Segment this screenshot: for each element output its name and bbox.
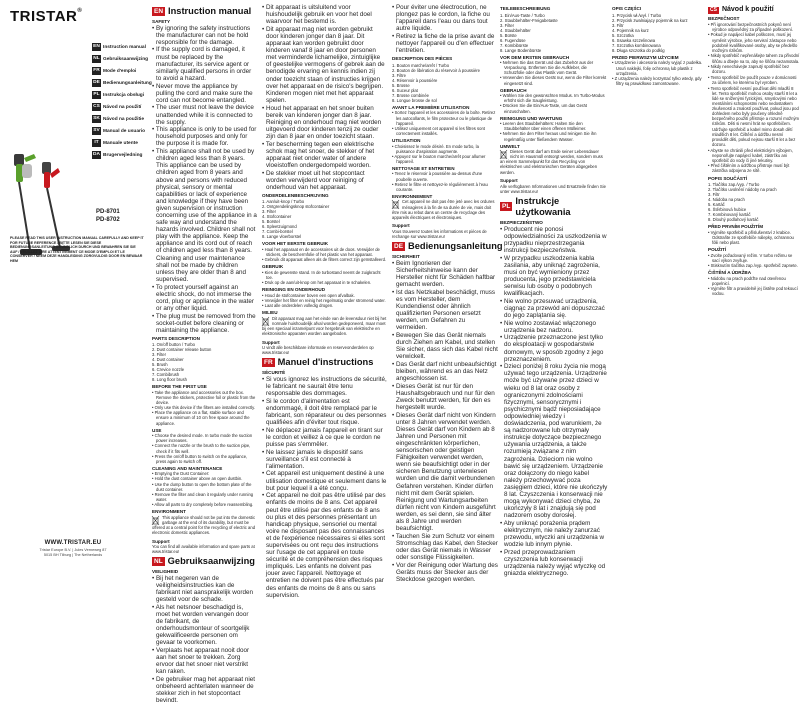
safety-list-pl: • Producent nie ponosi odpowiedzialności za uszkodzenia w przypadku nieprzestrzegania instrukcji bezpieczeństwa. • W przypadku uszkodzenia kabla zasilania, aby uniknąć zagrożenia, musi on być wymieniony przez producenta, jego przedstawiciela serwisu lub osoby o podobnych kwalifikacjach. • Nie wolno przesuwać urządzenia, ciągnąc za przewód ani dopuszczać do jego zaplątania się. • Nie wolno zostawiać włączonego urządzenia bez nadzoru. • Urządzenie przeznaczone jest tylko do eksploatacji w gospodarstwie domowym, w sposób zgodny z jego przeznaczeniem. • Dzieci poniżej 8 roku życia nie mogą używać tego urządzenia. Urządzenie może być używane przez dzieci w wieku od 8 lat oraz osoby z ograniczonymi zdolnościami fizycznymi, sensorycznymi i psychicznymi bądź nieposiadające odpowiedniej wiedzy i doświadczenia, pod warunkiem, że są nadzorowane lub otrzymały instrukcje dotyczące bezpiecznego używania urządzenia, a także rozumieją związane z nim zagrożenia. Dzieciom nie wolno bawić się urządzeniem. Urządzenie oraz dołączony do niego kabel należy przechowywać poza zasięgiem dzieci, które nie ukończyły 8 lat. Czyszczenia i konserwacji nie mogą wykonywać dzieci chyba, że ukończyły 8 lat i znajdują się pod nadzorem osoby dorosłej. • Aby uniknąć porażenia prądem elektrycznym, nie należy zanurzać przewodu, wtyczki ani urządzenia w wodzie lub innym płynie. • Przed przeprowadzaniem czyszczenia lub konserwacji urządzenia należy wyjąć wtyczkę od gniazda elektrycznego. bbox=[500, 226, 608, 578]
cover-panel bbox=[0, 0, 152, 575]
manual-caption: PLEASE READ THIS USER INSTRUCTION MANUAL CAREFULLY AND KEEP IT FOR FUTURE REFERENCE / BITTE LESEN SIE DIESE BEDIENUNGSANLEITUNG GRÜNDLICH DURCH UND BEWAHREN SIE SIE AUF / VEUILLEZ LIRE ATTENTIVEMENT CE MODE D'EMPLOI ET LE CONSERVER / NEEM DEZE HANDLEIDING ZORGVULDIG DOOR EN BEWAAR HEM bbox=[10, 236, 144, 263]
column-en: EN Instruction manual SAFETY • By ignoring the safety instructions the manufacturer can not be hold responsible for the damage. • If the supply cord is damaged, it must be replaced by the manufacturer, its service agent or similarly qualified persons in order to avoid a hazard. • Never move the appliance by pulling the cord and make sure the cord can not become entangled. • The user must not leave the device unattended while it is connected to the supply. • This appliance is only to be used for household purposes and only for the purpose it is made for. • This appliance shall not be used by children aged less than 8 years. This appliance can be used by children aged from 8 years and above and persons with reduced physical, sensory or mental capabilities or lack of experience and knowledge if they have been given supervision or instruction concerning use of the appliance in a safe way and understand the hazards involved. Children shall not play with the appliance. Keep the appliance and its cord out of reach of children aged less than 8 years. Cleaning and user maintenance shall not be made by children unless they are older than 8 and supervised. • To protect yourself against an electric shock, do not immerse the cord, plug or appliance in the water or any other liquid. • The plug must be removed from the socket-outlet before cleaning or maintaining the appliance. PARTS DESCRIPTION 1. On/off button / Turbo 2. Dust container release button 3. Filter 4. Dust container 5. Brush 6. Crevice nozzle 7. Combibrush 8. Long floor brush BEFORE THE FIRST USE • Take the appliance and accessories out the box. Remove the stickers, protective foil or plastic from the device. • Only use this device if the filters are installed correctly. • Place the appliance on a flat, stable surface and ensure a minimum of 10 cm free space around the appliance. USE • Choose the desired mode. In turbo mode the suction power increases. • Connect the nozzle or the brush to the suction pipe, check if it fits well. • Press the on/off button to switch on the appliance, press again to switch off. CLEANING AND MAINTENANCE • Emptying the Dust Container: • Hold the dust container above an open dustbin. • Use the dump button to open the bottom plate of the dust container. • Remove the filter and clean it regularly under running water. • Allow all parts to dry completely before reassembling. ENVIRONMENT This appliance should not be put into the domestic garbage at the end of its durability, but must be offered at a central point for the recycling of electric and electronic domestic appliances. Support You can find all available information and spare parts at www.tristar.eu! NL Gebruiksaanwijzing VEILIGHEID • Bij het negeren van de veiligheidsinstructies kan de fabrikant niet aansprakelijk worden gesteld voor de schade. • Als het netsnoer beschadigd is, moet het worden vervangen door de fabrikant, de onderhoudsmonteur of soortgelijk gekwalificeerde personen om gevaar te voorkomen. • Verplaats het apparaat nooit door aan het snoer te trekken. Zorg ervoor dat het snoer niet verstrikt kan raken. • De gebruiker mag het apparaat niet onbeheerd achterlaten wanneer de stekker zich in het stopcontact bevindt. bbox=[152, 4, 257, 572]
language-entry[interactable]: EN Instruction manual bbox=[93, 44, 146, 50]
column-nl-fr: • Dit apparaat is uitsluitend voor huishoudelijk gebruik en voor het doel waarvoor het bestemd is. • Dit apparaat mag niet worden gebruikt door kinderen jonger dan 8 jaar. Dit apparaat kan worden gebruikt door kinderen vanaf 8 jaar en door personen met verminderde lichamelijke, zintuiglijke of geestelijke vermogens of gebrek aan de benodigde ervaring en kennis indien zij onder toezicht staan of instructies krijgen over het apparaat en de risico's begrijpen. Kinderen mogen niet met het apparaat spelen. • Houd het apparaat en het snoer buiten bereik van kinderen jonger dan 8 jaar. Reiniging en onderhoud mag niet worden uitgevoerd door kinderen tenzij ze ouder zijn dan 8 jaar en onder toezicht staan. • Ter bescherming tegen een elektrische schok mag het snoer, de stekker of het apparaat niet onder water of andere vloeistoffen ondergedompeld worden. • De stekker moet uit het stopcontact worden verwijderd voor reiniging of onderhoud van het apparaat. ONDERDELENBESCHRIJVING 1. Aan/uit-knop / Turbo 2. Ontgrendelingsknop stofcontainer 3. Filter 4. Stofcontainer 5. Borstel 6. Spleetzuigmond 7. Combi-borstel 8. Lange vloerborstel VOOR HET EERSTE GEBRUIK • Haal het apparaat en de accessoires uit de doos. Verwijder de stickers, de beschermfolie of het plastic van het apparaat. • Gebruik dit apparaat alleen als de filters correct zijn geïnstalleerd. GEBRUIK • Kies de gewenste stand. In de turbostand neemt de zuigkracht toe. • Druk op de aan/uit-knop om het apparaat in te schakelen. REINIGING EN ONDERHOUD • Houd de stofcontainer boven een open afvalbak. • Verwijder het filter en reinig het regelmatig onder stromend water. • Laat alle onderdelen volledig drogen. MILIEU Dit apparaat mag aan het einde van de levensduur niet bij het normale huishoudelijk afval worden gedeponeerd, maar moet bij een speciaal inzamelpunt voor hergebruik van elektrische en elektronische apparaten worden aangeboden. Support U vindt alle beschikbare informatie en reserveonderdelen op www.tristar.eu! FR Manuel d'instructions SÉCURITÉ • Si vous ignorez les instructions de sécurité, le fabricant ne saurait être tenu responsable des dommages. • Si le cordon d'alimentation est endommagé, il doit être remplacé par le fabricant, son réparateur ou des personnes qualifiées afin d'éviter tout risque. • Ne déplacez jamais l'appareil en tirant sur le cordon et veillez à ce que le cordon ne puisse pas s'emmêler. • Ne laissez jamais le dispositif sans surveillance s'il est connecté à l'alimentation. • Cet appareil est uniquement destiné à une utilisation domestique et seulement dans le but pour lequel il a été conçu. • Cet appareil ne doit pas être utilisé par des enfants de moins de 8 ans. Cet appareil peut être utilisé par des enfants de 8 ans ou plus et des personnes présentant un handicap physique, sensoriel ou mental voire ne disposant pas des connaissances et de l'expérience nécessaires si elles sont supervisées ou ont reçu des instructions sur l'usage de cet appareil en toute sécurité et de compréhension des risques impliqués. Les enfants ne doivent pas jouer avec l'appareil. Nettoyage et entretien ne doivent pas être effectués par des enfants de moins de 8 ans ou sans supervision. bbox=[262, 4, 387, 572]
cover-footer bbox=[0, 540, 146, 558]
section-header-cs: CS Návod k použití bbox=[710, 6, 774, 13]
language-entry[interactable]: NL Gebruiksaanwijzing bbox=[93, 56, 149, 62]
parts-list-cs: 1. Tlačítko zap./vyp. / Turbo 2. Tlačítko uvolnění nádoby na prach 3. Filtr 4. Nádoba na prach 5. Kartáč 6. Štěrbinová hubice 7. Kombinovaný kartáč 8. Dlouhý podlahový kartáč bbox=[708, 182, 777, 223]
parts-list-nl: 1. Aan/uit-knop / Turbo 2. Ontgrendelingsknop stofcontainer 3. Filter 4. Stofcontainer 5. Borstel 6. Spleetzuigmond 7. Combi-borstel 8. Lange vloerborstel bbox=[262, 199, 330, 240]
column-cs: CS Návod k použití BEZPEČNOST • Při ignorování bezpečnostních pokynů není výrobce odpovědný za případné poškození. • Pokud je napájecí kabel poškozen, musí jej vyměnit výrobce, jeho servisní zástupce nebo podobně kvalifikované osoby, aby se předešlo možným rizikům. • Nikdy spotřebič nepřenášejte tahem za přívodní šňůru a dbejte na to, aby se šňůra nezamotala. • Nikdy nenechávejte zapnutý spotřebič bez dozoru. • Tento spotřebič lze použít pouze v domácnosti za účelem, ke kterému byl vyroben. • Tento spotřebič nesmí používat děti mladší 8 let. Tento spotřebič mohou osoby starší 8 let a lidé se sníženými fyzickými, smyslovými nebo mentálními schopnostmi nebo nedostatkem zkušeností a znalostí používat, pokud jsou pod dohledem nebo byly poučeny ohledně bezpečného použití přístroje a rozumí možným rizikům. Děti si nesmí hrát se spotřebičem. Udržujte spotřebič a kabel mimo dosah dětí mladších 8 let. Čištění a údržbu nesmí provádět děti, pokud nejsou starší 8 let a bez dozoru. • Abyste se chránili před elektrickým výbojem, neponořujte napájecí kabel, zástrčku ani spotřebič do vody či jiné tekutiny. • Před čištěním a údržbou přístroje musí být zástrčka odpojena ze sítě. POPIS SOUČÁSTÍ 1. Tlačítko zap./vyp. / Turbo 2. Tlačítko uvolnění nádoby na prach 3. Filtr 4. Nádoba na prach 5. Kartáč 6. Štěrbinová hubice 7. Kombinovaný kartáč 8. Dlouhý podlahový kartáč PŘED PRVNÍM POUŽITÍM • Vyjměte spotřebič a příslušenství z krabice. Odstraňte ze spotřebiče nálepky, ochrannou fólii nebo plast. POUŽITÍ • Zvolte požadovaný režim. V turbo režimu se sací výkon zvyšuje. • Stisknutím tlačítka zap./vyp. spotřebič zapnete. ČIŠTĚNÍ A ÚDRŽBA • Nádobu na prach podržte nad otevřenou popelnicí. • Vyjměte filtr a pravidelně jej čistěte pod tekoucí vodou. bbox=[708, 4, 800, 572]
recycle-bin-icon bbox=[500, 150, 507, 159]
section-header-pl: PL Instrukcje użytkowania bbox=[502, 195, 571, 217]
language-entry[interactable]: PL Instrukcja obsługi bbox=[93, 92, 145, 98]
recycle-bin-icon bbox=[152, 516, 159, 525]
language-entry[interactable]: IT Manuale utente bbox=[92, 138, 144, 148]
safety-list-cs: • Při ignorování bezpečnostních pokynů není výrobce odpovědný za případné poškození. • Pokud je napájecí kabel poškozen, musí jej vyměnit výrobce, jeho servisní zástupce nebo podobně kvalifikované osoby, aby se předešlo možným rizikům. • Nikdy spotřebič nepřenášejte tahem za přívodní šňůru a dbejte na to, aby se šňůra nezamotala. • Nikdy nenechávejte zapnutý spotřebič bez dozoru. • Tento spotřebič lze použít pouze v domácnosti za účelem, ke kterému byl vyroben. • Tento spotřebič nesmí používat děti mladší 8 let. Tento spotřebič mohou osoby starší 8 let a lidé se sníženými fyzickými, smyslovými nebo mentálními schopnostmi nebo nedostatkem zkušeností a znalostí používat, pokud jsou pod dohledem nebo byly poučeny ohledně bezpečného použití přístroje a rozumí možným rizikům. Děti si nesmí hrát se spotřebičem. Udržujte spotřebič a kabel mimo dosah dětí mladších 8 let. Čištění a údržbu nesmí provádět děti, pokud nejsou starší 8 let a bez dozoru. • Abyste se chránili před elektrickým výbojem, neponořujte napájecí kabel, zástrčku ani spotřebič do vody či jiné tekutiny. • Před čištěním a údržbou přístroje musí být zástrčka odpojena ze sítě. bbox=[708, 22, 800, 174]
brand-logo: TRISTAR® bbox=[10, 8, 83, 25]
section-header-fr: FR Manuel d'instructions bbox=[264, 357, 374, 368]
language-entry[interactable]: DA Brugervejledning bbox=[93, 152, 143, 158]
company-address: Tristar Europe B.V. | Jules Verneweg 87 5015 BH Tilburg | The Netherlands bbox=[39, 548, 107, 557]
safety-list-fr-b: • Pour éviter une électrocution, ne plongez pas le cordon, la fiche ou l'appareil dans l'eau ou dans tout autre liquide. • Retirez la fiche de la prise avant de nettoyer l'appareil ou d'en effectuer l'entretien. bbox=[392, 4, 498, 54]
parts-list-de: 1. Ein/Aus-Taste / Turbo 2. Staubbehälter-Freigabetaste 3. Filter 4. Staubbehälter 5. Bürste 6. Fugendüse 7. Kombibürste 8. Lange Bodenbürste bbox=[500, 12, 558, 53]
safety-list-fr-a: • Si vous ignorez les instructions de sécurité, le fabricant ne saurait être tenu responsable des dommages. • Si le cordon d'alimentation est endommagé, il doit être remplacé par le fabricant, son réparateur ou des personnes qualifiées afin d'éviter tout risque. • Ne déplacez jamais l'appareil en tirant sur le cordon et veillez à ce que le cordon ne puisse pas s'emmêler. • Ne laissez jamais le dispositif sans surveillance s'il est connecté à l'alimentation. • Cet appareil est uniquement destiné à une utilisation domestique et seulement dans le but pour lequel il a été conçu. • Cet appareil ne doit pas être utilisé par des enfants de moins de 8 ans. Cet appareil peut être utilisé par des enfants de 8 ans ou plus et des personnes présentant un handicap physique, sensoriel ou mental voire ne disposant pas des connaissances et de l'expérience nécessaires si elles sont supervisées ou ont reçu des instructions sur l'usage de cet appareil en toute sécurité et de compréhension des risques impliqués. Les enfants ne doivent pas jouer avec l'appareil. Nettoyage et entretien ne doivent pas être effectués par des enfants de moins de 8 ans ou sans supervision. bbox=[262, 376, 387, 599]
section-header-de: DE Bedienungsanleitung bbox=[394, 241, 503, 252]
model-numbers: PD-8701 PD-8702 bbox=[96, 209, 120, 223]
column-fr-de: • Pour éviter une électrocution, ne plongez pas le cordon, la fiche ou l'appareil dans l'eau ou dans tout autre liquide. • Retirez la fiche de la prise avant de nettoyer l'appareil ou d'en effectuer l'entretien. DESCRIPTION DES PIÈCES 1. Bouton marche/arrêt / Turbo 2. Bouton de libération du réservoir à poussière 3. Filtre 4. Réservoir à poussière 5. Brosse 6. Suceur plat 7. Brosse combinée 8. Longue brosse de sol AVANT LA PREMIÈRE UTILISATION • Sortez l'appareil et les accessoires de la boîte. Retirez les autocollants, le film protecteur ou le plastique de l'appareil. • Utilisez uniquement cet appareil si les filtres sont correctement installés. UTILISATION • Choisissez le mode désiré. En mode turbo, la puissance d'aspiration augmente. • Appuyez sur le bouton marche/arrêt pour allumer l'appareil. NETTOYAGE ET ENTRETIEN • Tenez le réservoir à poussière au-dessus d'une poubelle ouverte. • Retirez le filtre et nettoyez-le régulièrement à l'eau courante. ENVIRONNEMENT Cet appareil ne doit pas être jeté avec les ordures ménagères à la fin de sa durée de vie, mais doit être mis au rebut dans un centre de recyclage des appareils électriques et électroniques. Support Vous trouverez toutes les informations et pièces de rechange sur www.tristar.eu! DE Bedienungsanleitung SICHERHEIT • Beim Ignorieren der Sicherheitshinweise kann der Hersteller nicht für Schäden haftbar gemacht werden. • Ist das Netzkabel beschädigt, muss es vom Hersteller, dem Kundendienst oder ähnlich qualifizierten Personen ersetzt werden, um Gefahren zu vermeiden. • Bewegen Sie das Gerät niemals durch Ziehen am Kabel, und stellen Sie sicher, dass sich das Kabel nicht verwickelt. • Das Gerät darf nicht unbeaufsichtigt bleiben, während es an das Netz angeschlossen ist. • Dieses Gerät ist nur für den Haushaltsgebrauch und nur für den Zweck benutzt werden, für den es hergestellt wurde. • Dieses Gerät darf nicht von Kindern unter 8 Jahren verwendet werden. Dieses Gerät darf von Kindern ab 8 Jahren und Personen mit eingeschränkten körperlichen, sensorischen oder geistigen Fähigkeiten verwendet werden, wenn sie beaufsichtigt oder in der sicheren Benutzung unterwiesen wurden und die damit verbundenen Gefahren verstehen. Kinder dürfen nicht mit dem Gerät spielen. Reinigung und Wartungsarbeiten dürfen nicht von Kindern ausgeführt werden, es sei denn, sie sind älter als 8 Jahre und werden beaufsichtigt. • Tauchen Sie zum Schutz vor einem Stromschlag das Kabel, den Stecker oder das Gerät niemals in Wasser oder sonstige Flüssigkeiten. • Vor der Reinigung oder Wartung des Geräts muss der Stecker aus der Steckdose gezogen werden. bbox=[392, 4, 498, 572]
language-entry[interactable]: DE Bedienungsanleitung bbox=[93, 80, 152, 86]
language-entry[interactable]: SK Návod na použitie bbox=[93, 116, 145, 122]
recycle-bin-icon bbox=[262, 317, 269, 326]
parts-list-pl: 1. Przycisk wł./wył. / Turbo 2. Przycisk zwalniający pojemnik na kurz 3. Filtr 4. Pojemnik na kurz 5. Szczotka 6. Ssawka szczelinowa 7. Szczotka kombinowana 8. Długa szczotka do podłóg bbox=[612, 12, 688, 53]
safety-list-nl-b: • Dit apparaat is uitsluitend voor huishoudelijk gebruik en voor het doel waarvoor het bestemd is. • Dit apparaat mag niet worden gebruikt door kinderen jonger dan 8 jaar. Dit apparaat kan worden gebruikt door kinderen vanaf 8 jaar en door personen met verminderde lichamelijke, zintuiglijke of geestelijke vermogens of gebrek aan de benodigde ervaring en kennis indien zij onder toezicht staan of instructies krijgen over het apparaat en de risico's begrijpen. Kinderen mogen niet met het apparaat spelen. • Houd het apparaat en het snoer buiten bereik van kinderen jonger dan 8 jaar. Reiniging en onderhoud mag niet worden uitgevoerd door kinderen tenzij ze ouder zijn dan 8 jaar en onder toezicht staan. • Ter bescherming tegen een elektrische schok mag het snoer, de stekker of het apparaat niet onder water of andere vloeistoffen ondergedompeld worden. • De stekker moet uit het stopcontact worden verwijderd voor reiniging of onderhoud van het apparaat. bbox=[262, 4, 387, 191]
language-entry[interactable]: SV Manual de usuario bbox=[93, 128, 146, 134]
language-index bbox=[92, 42, 152, 162]
website-link[interactable]: WWW.TRISTAR.EU bbox=[44, 540, 102, 546]
column-de-pl: TEILEBESCHREIBUNG 1. Ein/Aus-Taste / Turbo 2. Staubbehälter-Freigabetaste 3. Filter 4. Staubbehälter 5. Bürste 6. Fugendüse 7. Kombibürste 8. Lange Bodenbürste VOR DEM ERSTEN GEBRAUCH • Nehmen Sie das Gerät und das Zubehör aus der Verpackung. Entfernen Sie die Aufkleber, die Schutzfolie oder das Plastik vom Gerät. • Verwenden Sie dieses Gerät nur, wenn die Filter korrekt eingesetzt sind. GEBRAUCH • Wählen Sie den gewünschten Modus. Im Turbo-Modus erhöht sich die Saugleistung. • Drücken Sie die Ein/Aus-Taste, um das Gerät einzuschalten. REINIGUNG UND WARTUNG • Leeren des Staubbehälters: Halten Sie den Staubbehälter über einen offenen Mülleimer. • Nehmen Sie den Filter heraus und reinigen Sie ihn regelmäßig unter fließendem Wasser. UMWELT Dieses Gerät darf am Ende seiner Lebensdauer nicht im Hausmüll entsorgt werden, sondern muss an einem Sammelpunkt für das Recycling von elektrischen und elektronischen Geräten abgegeben werden. Support Alle verfügbaren Informationen und Ersatzteile finden Sie unter www.tristar.eu! PL Instrukcje użytkowania BEZPIECZEŃSTWO • Producent nie ponosi odpowiedzialności za uszkodzenia w przypadku nieprzestrzegania instrukcji bezpieczeństwa. • W przypadku uszkodzenia kabla zasilania, aby uniknąć zagrożenia, musi on być wymieniony przez producenta, jego przedstawiciela serwisu lub osoby o podobnych kwalifikacjach. • Nie wolno przesuwać urządzenia, ciągnąc za przewód ani dopuszczać do jego zaplątania się. • Nie wolno zostawiać włączonego urządzenia bez nadzoru. • Urządzenie przeznaczone jest tylko do eksploatacji w gospodarstwie domowym, w sposób zgodny z jego przeznaczeniem. • Dzieci poniżej 8 roku życia nie mogą używać tego urządzenia. Urządzenie może być używane przez dzieci w wieku od 8 lat oraz osoby z ograniczonymi zdolnościami fizycznymi, sensorycznymi i psychicznymi bądź nieposiadające odpowiedniej wiedzy i doświadczenia, pod warunkiem, że są nadzorowane lub otrzymały instrukcje dotyczące bezpiecznego używania urządzenia, a także rozumieją związane z nim zagrożenia. Dzieciom nie wolno bawić się urządzeniem. Urządzenie oraz dołączony do niego kabel należy przechowywać poza zasięgiem dzieci, które nie ukończyły 8 lat. Czyszczenia i konserwacji nie mogą wykonywać dzieci chyba, że ukończyły 8 lat i znajdują się pod nadzorem osoby dorosłej. • Aby uniknąć porażenia prądem elektrycznym, nie należy zanurzać przewodu, wtyczki ani urządzenia w wodzie lub innym płynie. • Przed przeprowadzaniem czyszczenia lub konserwacji urządzenia należy wyjąć wtyczkę od gniazda elektrycznego. bbox=[500, 4, 608, 572]
section-header-en: EN Instruction manual bbox=[154, 6, 252, 16]
column-pl-details: OPIS CZĘŚCI 1. Przycisk wł./wył. / Turbo 2. Przycisk zwalniający pojemnik na kurz 3. Filtr 4. Pojemnik na kurz 5. Szczotka 6. Ssawka szczelinowa 7. Szczotka kombinowana 8. Długa szczotka do podłóg PRZED PIERWSZYM UŻYCIEM • Urządzenie i akcesoria należy wyjąć z pudełka. Usuń naklejki, folię ochronną lub plastik z urządzenia. • Z urządzenia należy korzystać tylko wtedy, gdy filtry są prawidłowo zamontowane. bbox=[612, 4, 704, 572]
section-header-nl: NL Gebruiksaanwijzing bbox=[154, 556, 255, 567]
language-entry[interactable]: CS Návod na použití bbox=[93, 104, 142, 110]
recycle-bin-icon bbox=[392, 200, 399, 209]
language-entry[interactable]: FR Mode d'emploi bbox=[93, 68, 137, 74]
parts-list-fr: 1. Bouton marche/arrêt / Turbo 2. Bouton de libération du réservoir à poussière 3. Filtre 4. Réservoir à poussière 5. Brosse 6. Suceur plat 7. Brosse combinée 8. Longue brosse de sol bbox=[392, 62, 480, 103]
safety-list-en: • By ignoring the safety instructions the manufacturer can not be hold responsible for the damage. • If the supply cord is damaged, it must be replaced by the manufacturer, its service agent or similarly qualified persons in order to avoid a hazard. • Never move the appliance by pulling the cord and make sure the cord can not become entangled. • The user must not leave the device unattended while it is connected to the supply. • This appliance is only to be used for household purposes and only for the purpose it is made for. • This appliance shall not be used by children aged less than 8 years. This appliance can be used by children aged from 8 years and above and persons with reduced physical, sensory or mental capabilities or lack of experience and knowledge if they have been given supervision or instruction concerning use of the appliance in a safe way and understand the hazards involved. Children shall not play with the appliance. Keep the appliance and its cord out of reach of children aged less than 8 years. Cleaning and user maintenance shall not be made by children unless they are older than 8 and supervised. • To protect yourself against an electric shock, do not immerse the cord, plug or appliance in the water or any other liquid. • The plug must be removed from the socket-outlet before cleaning or maintaining the appliance. bbox=[152, 25, 257, 334]
safety-list-de-a: • Beim Ignorieren der Sicherheitshinweise kann der Hersteller nicht für Schäden haftbar gemacht werden. • Ist das Netzkabel beschädigt, muss es vom Hersteller, dem Kundendienst oder ähnlich qualifizierten Personen ersetzt werden, um Gefahren zu vermeiden. • Bewegen Sie das Gerät niemals durch Ziehen am Kabel, und stellen Sie sicher, dass sich das Kabel nicht verwickelt. • Das Gerät darf nicht unbeaufsichtigt bleiben, während es an das Netz angeschlossen ist. • Dieses Gerät ist nur für den Haushaltsgebrauch und nur für den Zweck benutzt werden, für den es hergestellt wurde. • Dieses Gerät darf nicht von Kindern unter 8 Jahren verwendet werden. Dieses Gerät darf von Kindern ab 8 Jahren und Personen mit eingeschränkten körperlichen, sensorischen oder geistigen Fähigkeiten verwendet werden, wenn sie beaufsichtigt oder in der sicheren Benutzung unterwiesen wurden und die damit verbundenen Gefahren verstehen. Kinder dürfen nicht mit dem Gerät spielen. Reinigung und Wartungsarbeiten dürfen nicht von Kindern ausgeführt werden, es sei denn, sie sind älter als 8 Jahre und werden beaufsichtigt. • Tauchen Sie zum Schutz vor einem Stromschlag das Kabel, den Stecker oder das Gerät niemals in Wasser oder sonstige Flüssigkeiten. • Vor der Reinigung oder Wartung des Geräts muss der Stecker aus der Steckdose gezogen werden. bbox=[392, 260, 498, 583]
safety-list-nl-a: • Bij het negeren van de veiligheidsinstructies kan de fabrikant niet aansprakelijk worden gesteld voor de schade. • Als het netsnoer beschadigd is, moet het worden vervangen door de fabrikant, de onderhoudsmonteur of soortgelijk gekwalificeerde personen om gevaar te voorkomen. • Verplaats het apparaat nooit door aan het snoer te trekken. Zorg ervoor dat het snoer niet verstrikt kan raken. • De gebruiker mag het apparaat niet onbeheerd achterlaten wanneer de stekker zich in het stopcontact bevindt. bbox=[152, 575, 257, 704]
parts-list-en: 1. On/off button / Turbo 2. Dust container release button 3. Filter 4. Dust container 5. Brush 6. Crevice nozzle 7. Combibrush 8. Long floor brush bbox=[152, 342, 212, 383]
